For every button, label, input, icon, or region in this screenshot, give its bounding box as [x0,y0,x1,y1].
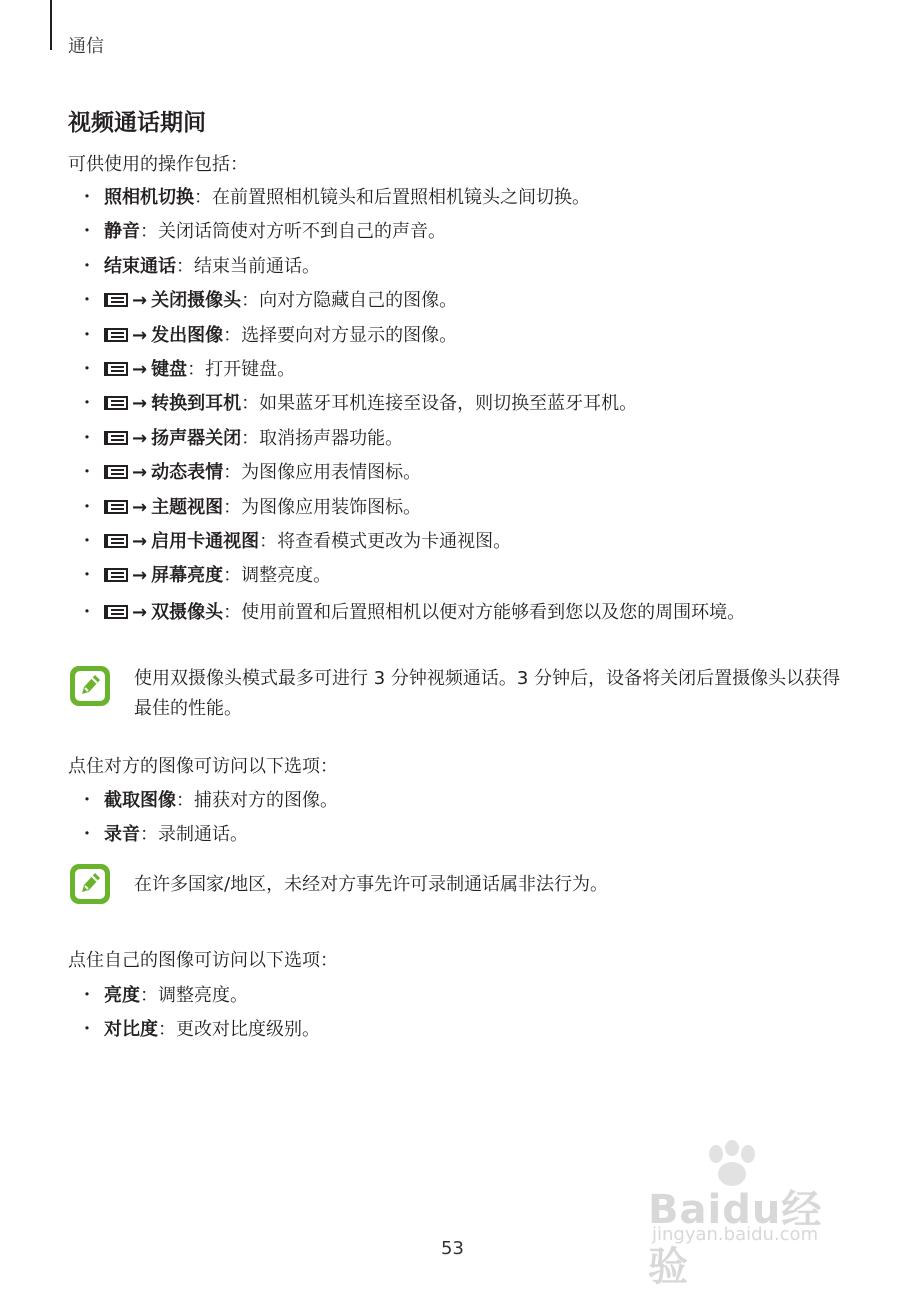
other-image-intro: 点住对方的图像可访问以下选项： [68,756,338,777]
note-text: 使用双摄像头模式最多可进行 3 分钟视频通话。3 分钟后，设备将关闭后置摄像头以获得最佳的性能。 [134,668,841,719]
page-number: 53 [441,1238,464,1259]
list-item: ・ 照相机切换：在前置照相机镜头和后置照相机镜头之间切换。 [78,187,590,208]
list-item: ・ 静音：关闭话筒使对方听不到自己的声音。 [78,221,446,243]
note-pencil-icon [68,664,112,708]
header-section-label: 通信 [68,36,104,57]
note-pencil-icon [68,862,112,906]
intro-text: 可供使用的操作包括： [68,154,248,175]
note-text: 在许多国家/地区，未经对方事先许可录制通话属非法行为。 [134,874,609,895]
list-item: ・ 亮度：调整亮度。 [78,985,248,1006]
menu-key-icon [104,396,128,410]
other-image-options-list [78,788,338,848]
menu-key-icon [104,500,128,514]
list-item: ・ → 主题视图：为图像应用装饰图标。 [78,496,422,518]
menu-key-icon [104,362,128,376]
list-item: ・ → 关闭摄像头：向对方隐藏自己的图像。 [78,290,458,312]
own-image-intro: 点住自己的图像可访问以下选项： [68,950,338,971]
list-item: ・ → 发出图像：选择要向对方显示的图像。 [78,324,458,346]
menu-key-icon [104,293,128,307]
menu-key-icon [104,465,128,479]
list-item: ・ → 转换到耳机：如果蓝牙耳机连接至设备，则切换至蓝牙耳机。 [78,393,638,415]
watermark-site: jingyan.baidu.com [652,1224,819,1245]
list-item: ・ → 键盘：打开键盘。 [78,358,296,380]
menu-key-icon [104,431,128,445]
menu-key-icon [104,534,128,548]
menu-key-icon [104,328,128,342]
header-rule [50,0,52,50]
baidu-watermark: Baidu经验 jingyan.baidu.com [640,1140,850,1250]
list-item: ・ → 动态表情：为图像应用表情图标。 [78,462,422,484]
list-item: ・ 结束通话：结束当前通话。 [78,255,320,277]
list-item: ・ 截取图像：捕获对方的图像。 [78,790,338,811]
menu-key-icon [104,568,128,582]
list-item: ・ → 启用卡通视图：将查看模式更改为卡通视图。 [78,530,512,552]
list-item: ・ → 屏幕亮度：调整亮度。 [78,565,332,587]
menu-key-icon [104,605,128,619]
list-item: ・ → 扬声器关闭：取消扬声器功能。 [78,427,404,449]
list-item: ・ 录音：录制通话。 [78,824,248,846]
own-image-options-list [78,983,320,1043]
options-list [78,185,824,628]
list-item: ・ → 双摄像头：使用前置和后置照相机以便对方能够看到您以及您的周围环境。 [78,601,746,623]
list-item: ・ 对比度：更改对比度级别。 [78,1019,320,1041]
section-title: 视频通话期间 [68,110,206,136]
